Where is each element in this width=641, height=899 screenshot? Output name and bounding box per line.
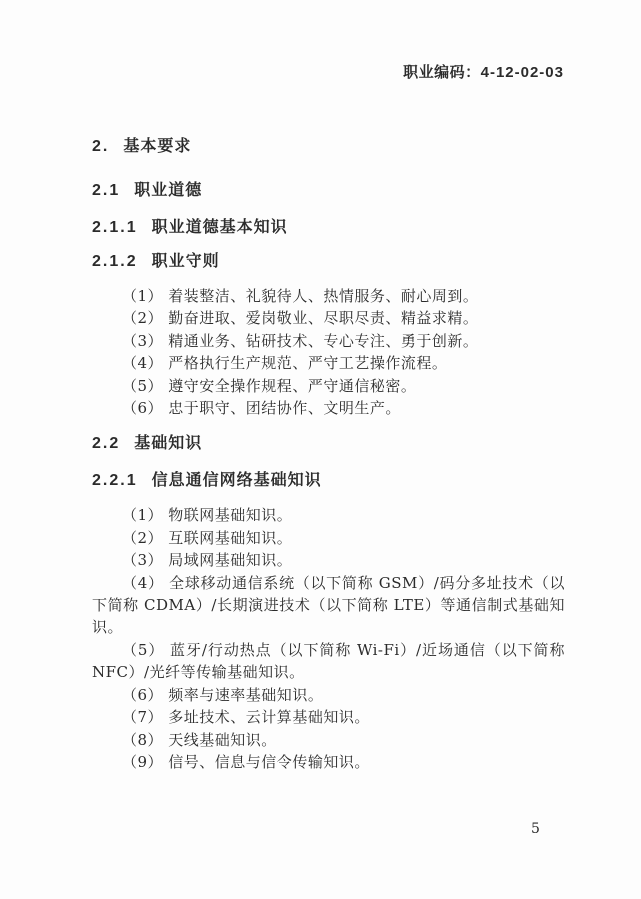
list-item: （8） 天线基础知识。 bbox=[122, 730, 277, 749]
list-item: （6） 忠于职守、团结协作、文明生产。 bbox=[122, 399, 401, 418]
heading-ethics-basic-knowledge bbox=[92, 217, 565, 239]
list-item: （2） 互联网基础知识。 bbox=[122, 528, 293, 547]
heading-title: 基础知识 bbox=[134, 435, 203, 453]
heading-number: 2.2 bbox=[92, 435, 121, 453]
document-body bbox=[92, 136, 565, 773]
heading-title: 职业道德基本知识 bbox=[151, 219, 288, 236]
heading-professional-code bbox=[92, 251, 565, 273]
list-item: （5） 遵守安全操作规程、严守通信秘密。 bbox=[122, 376, 417, 395]
list-item: （5） 蓝牙/行动热点（以下简称 Wi-Fi）/近场通信（以下简称 NFC）/光纤等传输基础知识。 bbox=[92, 640, 565, 682]
list-item: （7） 多址技术、云计算基础知识。 bbox=[122, 708, 370, 727]
occupation-code-label: 职业编码： bbox=[403, 64, 481, 81]
heading-basic-knowledge bbox=[92, 433, 565, 455]
list-item: （3） 局域网基础知识。 bbox=[122, 551, 293, 570]
network-knowledge-list bbox=[92, 504, 565, 773]
list-item: （2） 勤奋进取、爱岗敬业、尽职尽责、精益求精。 bbox=[122, 309, 479, 328]
heading-title: 职业道德 bbox=[134, 182, 203, 199]
professional-code-list bbox=[92, 285, 565, 419]
list-item: （1） 着装整洁、礼貌待人、热情服务、耐心周到。 bbox=[122, 287, 479, 305]
heading-title: 基本要求 bbox=[123, 138, 192, 155]
list-item: （4） 严格执行生产规范、严守工艺操作流程。 bbox=[122, 354, 448, 373]
list-item: （6） 频率与速率基础知识。 bbox=[122, 685, 324, 704]
heading-number: 2.1.2 bbox=[92, 253, 138, 270]
list-item: （3） 精通业务、钻研技术、专心专注、勇于创新。 bbox=[122, 331, 479, 350]
heading-number: 2.1.1 bbox=[92, 219, 138, 236]
heading-number: 2.2.1 bbox=[92, 472, 138, 490]
heading-title: 信息通信网络基础知识 bbox=[151, 472, 322, 490]
heading-basic-requirements bbox=[92, 136, 565, 158]
list-item: （4） 全球移动通信系统（以下简称 GSM）/码分多址技术（以下简称 CDMA）/长期演进技术（以下简称 LTE）等通信制式基础知识。 bbox=[92, 573, 565, 637]
heading-network-basic-knowledge bbox=[92, 470, 565, 492]
heading-number: 2. bbox=[92, 138, 110, 155]
occupation-code-value: 4-12-02-03 bbox=[480, 64, 564, 81]
list-item: （1） 物联网基础知识。 bbox=[122, 506, 293, 525]
heading-professional-ethics bbox=[92, 180, 565, 202]
list-item: （9） 信号、信息与信令传输知识。 bbox=[122, 752, 370, 771]
page-number: 5 bbox=[531, 821, 540, 837]
heading-number: 2.1 bbox=[92, 182, 121, 199]
occupation-code bbox=[403, 61, 564, 82]
heading-title: 职业守则 bbox=[151, 253, 220, 270]
